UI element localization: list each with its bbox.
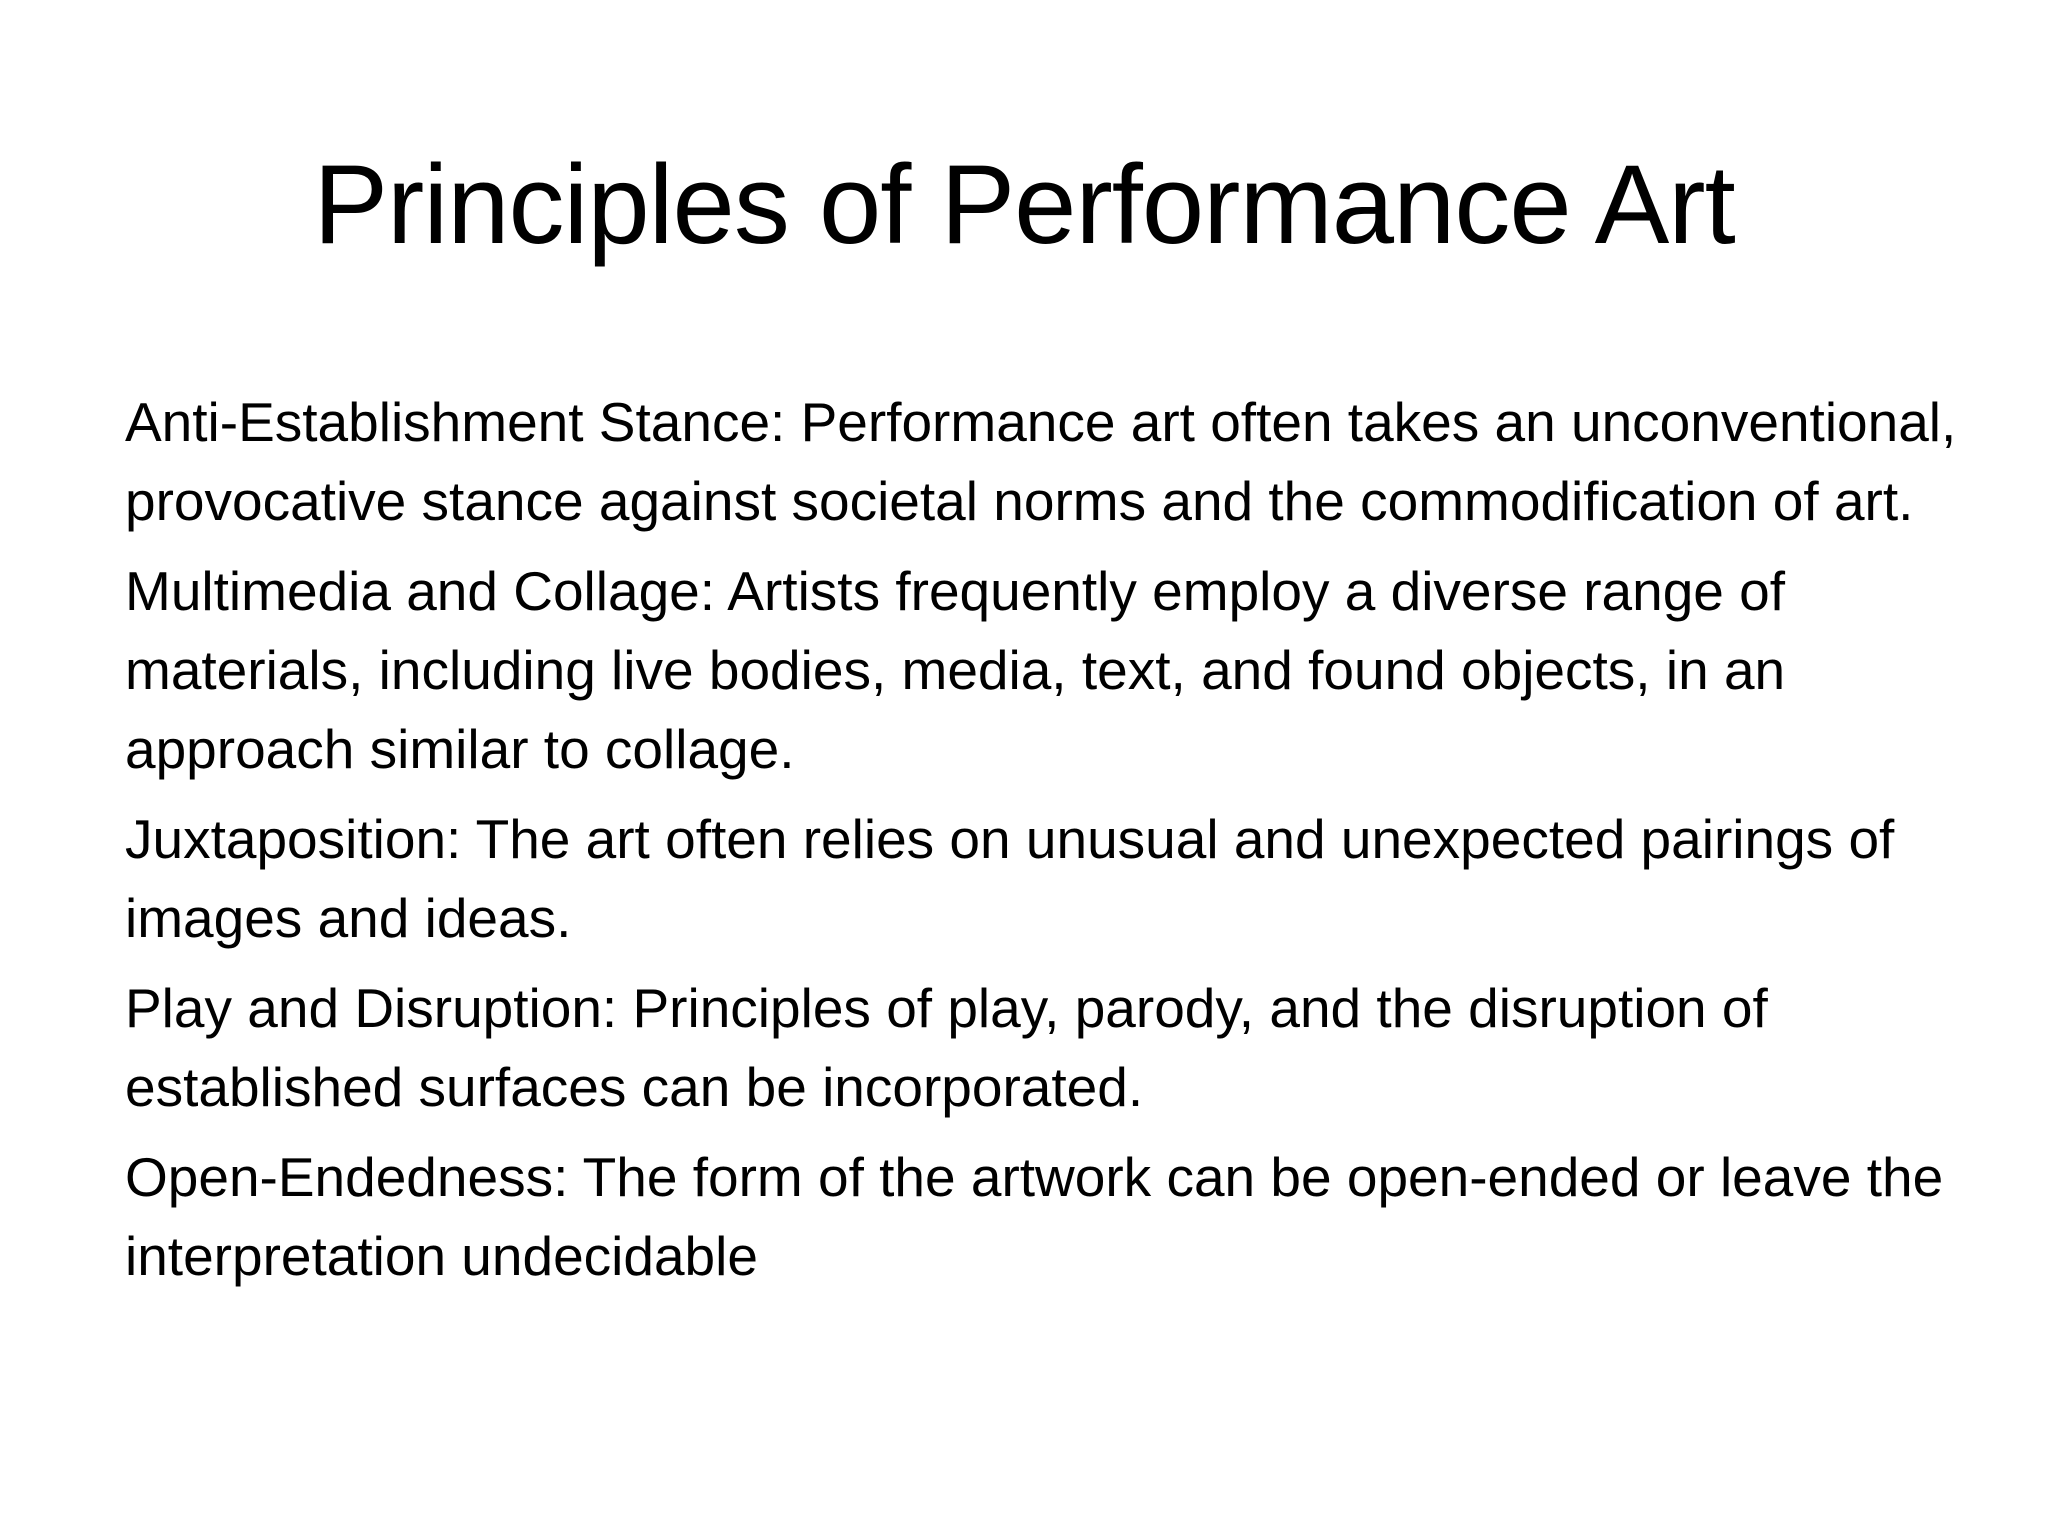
body-paragraph-open-endedness: Open-Endedness: The form of the artwork can be open-ended or leave the interpretation undecidable bbox=[125, 1146, 1944, 1287]
body-paragraph-juxtaposition: Juxtaposition: The art often relies on unusual and unexpected pairings of images and ideas. bbox=[125, 808, 1895, 949]
body-paragraph-anti-establishment: Anti-Establishment Stance: Performance art often takes an unconventional, provocative stance against societal norms and the commodification of art. bbox=[125, 391, 1957, 532]
slide-body bbox=[125, 383, 1965, 1307]
body-paragraph-play-disruption: Play and Disruption: Principles of play, parody, and the disruption of established surfaces can be incorporated. bbox=[125, 977, 1768, 1118]
slide-title: Principles of Performance Art bbox=[313, 142, 1735, 267]
body-paragraph-multimedia-collage: Multimedia and Collage: Artists frequently employ a diverse range of materials, including live bodies, media, text, and found objects, in an approach similar to collage. bbox=[125, 560, 1786, 780]
